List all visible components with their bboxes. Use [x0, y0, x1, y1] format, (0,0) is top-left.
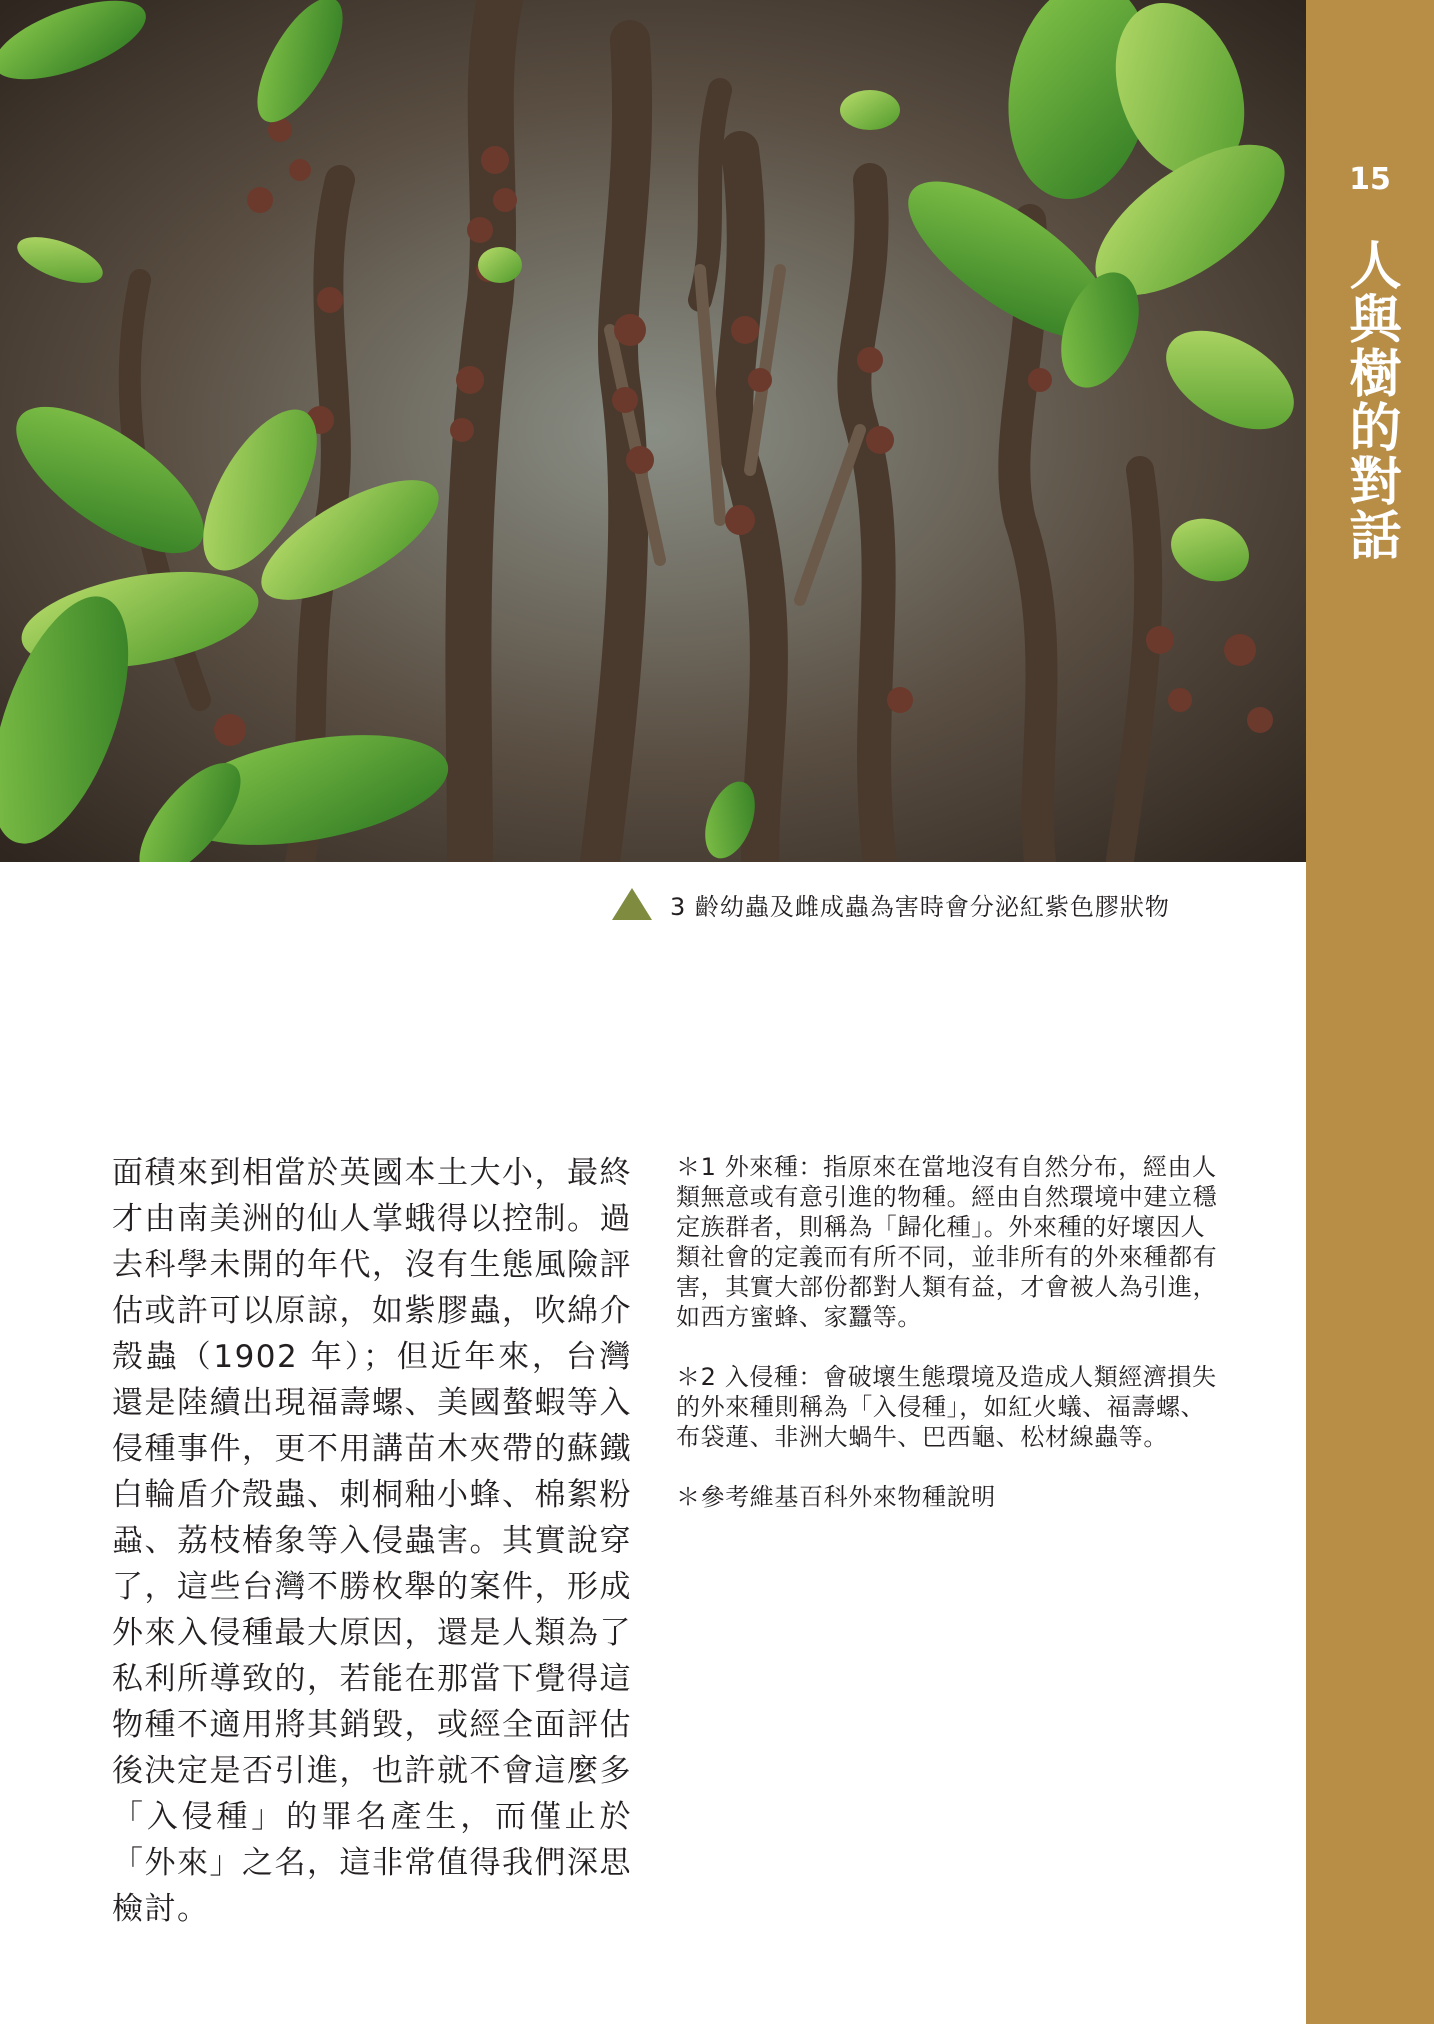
footnote-reference: ＊參考維基百科外來物種說明	[676, 1483, 996, 1511]
photo-caption	[612, 884, 1170, 924]
section-title	[1306, 238, 1434, 562]
caption-triangle-icon	[612, 888, 652, 920]
page-number: 15	[1349, 162, 1391, 197]
body-paragraph: 面積來到相當於英國本土大小，最終才由南美洲的仙人掌蛾得以控制。過去科學未開的年代，沒有生態風險評估或許可以原諒，如紫膠蟲，吹綿介殼蟲（1902 年）；但近年來，台灣還是陸續出現福壽螺、美國螯蝦等入侵種事件，更不用講苗木夾帶的蘇鐵白輪盾介殼蟲、刺桐釉小蜂、棉絮粉蝨、荔枝椿象等入侵蟲害。其實說穿了，這些台灣不勝枚舉的案件，形成外來入侵種最大原因，還是人類為了私利所導致的，若能在那當下覺得這物種不適用將其銷毀，或經全面評估後決定是否引進，也許就不會這麼多「入侵種」的罪名產生，而僅止於「外來」之名，這非常值得我們深思檢討。	[112, 1155, 632, 1927]
footnote-2: ＊2 入侵種：會破壞生態環境及造成人類經濟損失的外來種則稱為「入侵種」，如紅火蟻、福壽螺、布袋蓮、非洲大蝸牛、巴西龜、松材線蟲等。	[676, 1363, 1217, 1451]
caption-text: 3 齡幼蟲及雌成蟲為害時會分泌紅紫色膠狀物	[670, 892, 1170, 921]
footnotes	[676, 1152, 1224, 1542]
scale-insect-photo-icon	[0, 0, 1306, 862]
section-title-text: 人與樹的對話	[1340, 238, 1400, 562]
footnote-1: ＊1 外來種：指原來在當地沒有自然分布，經由人類無意或有意引進的物種。經由自然環境中建立穩定族群者，則稱為「歸化種」。外來種的好壞因人類社會的定義而有所不同，並非所有的外來種都有害，其實大部份都對人類有益，才會被人為引進，如西方蜜蜂、家蠶等。	[676, 1153, 1218, 1331]
section-sidebar	[1306, 0, 1434, 2024]
photo	[0, 0, 1306, 862]
